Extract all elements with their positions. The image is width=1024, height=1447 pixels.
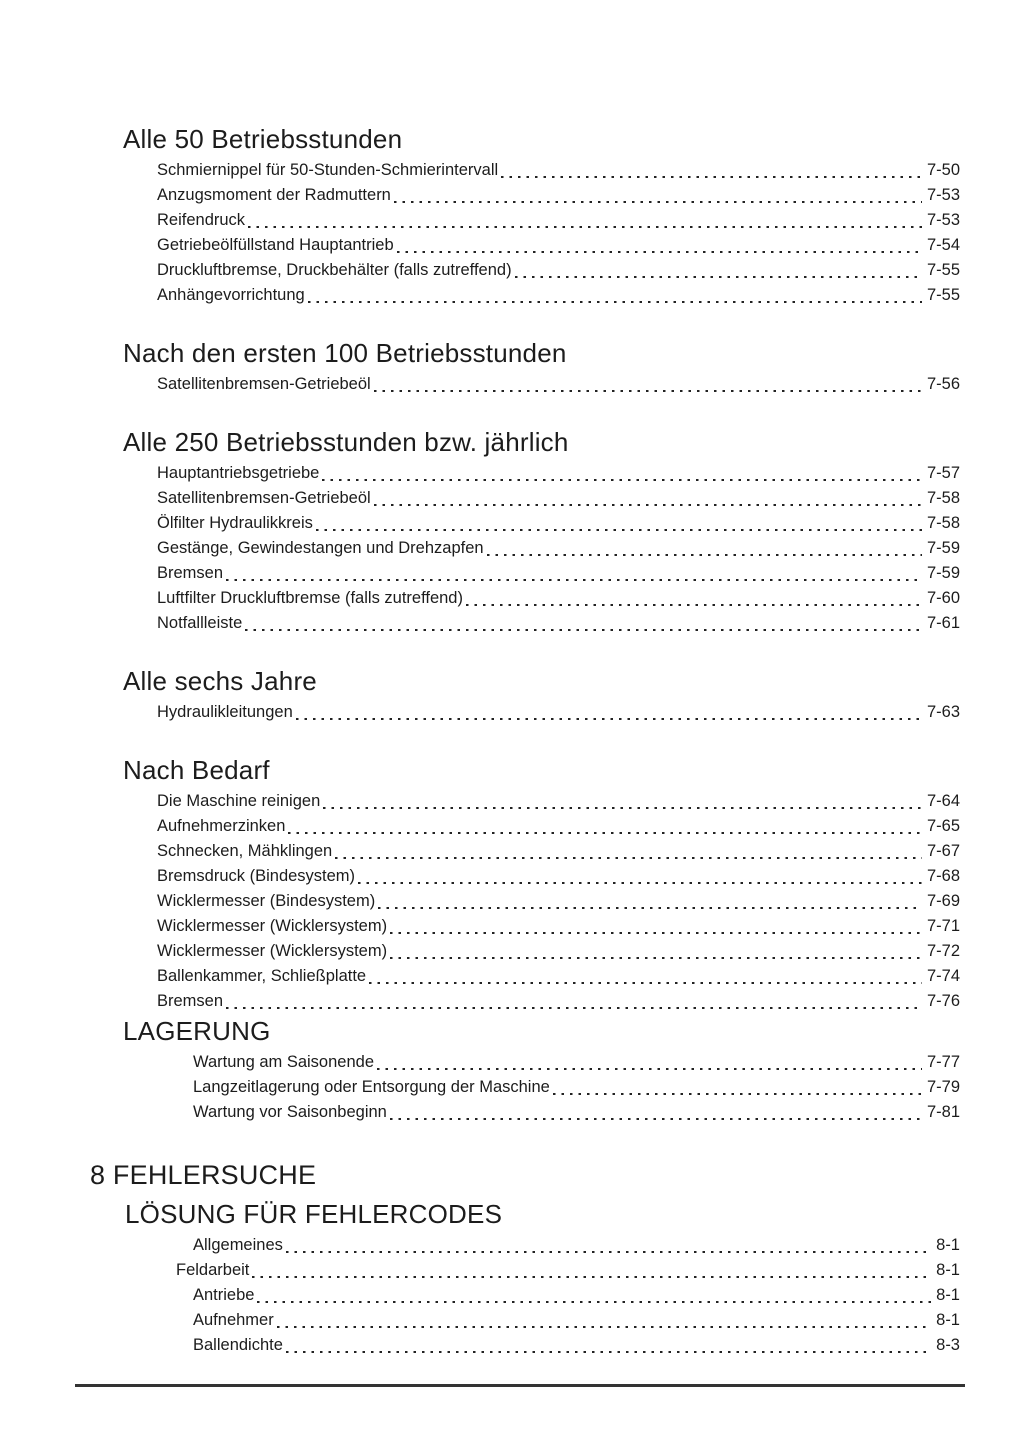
toc-entry [193,1333,960,1358]
toc-entry-page-number: 7-72 [926,942,960,960]
toc-entry [157,914,960,939]
toc-entry-page-number: 7-61 [926,614,960,632]
dot-leader [226,579,922,581]
footer-rule [75,1384,965,1387]
toc-entry-label: Langzeitlagerung oder Entsorgung der Maschine [193,1078,550,1096]
toc-section-entries [0,789,1024,1014]
dot-leader [378,907,922,909]
toc-entry-page-number: 7-63 [926,703,960,721]
dot-leader [286,1351,931,1353]
toc-entry-label: Anhängevorrichtung [157,286,305,304]
dot-leader [394,201,922,203]
dot-leader [487,554,922,556]
toc-entry-label: Schnecken, Mähklingen [157,842,333,860]
toc-entry-page-number: 7-69 [926,892,960,910]
toc-entry-page-number: 7-76 [926,992,960,1010]
toc-entry-label: Allgemeines [193,1236,283,1254]
toc-entry-label: Ballendichte [193,1336,283,1354]
dot-leader [316,529,922,531]
toc-entry-page-number: 7-60 [926,589,960,607]
toc-entry [193,1308,960,1333]
toc-entry-label: Wicklermesser (Bindesystem) [157,892,376,910]
toc-entry-page-number: 7-58 [926,514,960,532]
dot-leader [397,251,922,253]
toc-entry [157,461,960,486]
toc-entry [157,208,960,233]
toc-entry-label: Ölfilter Hydraulikkreis [157,514,313,532]
toc-entry [157,789,960,814]
toc-entry-page-number: 7-55 [926,261,960,279]
toc-entry-label: Reifendruck [157,211,246,229]
toc-entry-label: Hydraulikleitungen [157,703,293,721]
toc-entry [157,486,960,511]
toc-entry-label: Aufnehmerzinken [157,817,286,835]
toc-entry-page-number: 7-81 [926,1103,960,1121]
toc-entry-page-number: 7-74 [926,967,960,985]
toc-entry-label: Wicklermesser (Wicklersystem) [157,917,388,935]
toc-entry [157,372,960,397]
toc-section-heading: LÖSUNG FÜR FEHLERCODES [125,1199,503,1229]
toc-section-heading: LAGERUNG [123,1016,271,1046]
toc-entry [193,1100,960,1125]
toc-section [0,124,1024,308]
dot-leader [515,276,922,278]
dot-leader [323,807,922,809]
toc-entry-label: Druckluftbremse, Druckbehälter (falls zutreffend) [157,261,512,279]
toc-entry-page-number: 7-53 [926,211,960,229]
toc-section [0,666,1024,725]
toc-entry-page-number: 7-56 [926,375,960,393]
toc-section-entries [0,158,1024,308]
toc-section-heading: Nach Bedarf [123,755,270,785]
toc-entry-label: Die Maschine reinigen [157,792,321,810]
toc-entry [157,864,960,889]
toc-entry [157,964,960,989]
toc-entry [157,586,960,611]
toc-entry-label: Hauptantriebsgetriebe [157,464,320,482]
toc-section-heading: Alle sechs Jahre [123,666,317,696]
toc-entry-label: Feldarbeit [176,1261,250,1279]
dot-leader [288,832,922,834]
toc-entry-label: Notfallleiste [157,614,243,632]
dot-leader [286,1251,931,1253]
toc-entry-label: Bremsen [157,564,224,582]
toc-section-heading: Alle 250 Betriebsstunden bzw. jährlich [123,427,569,457]
toc-entry-page-number: 8-1 [936,1311,960,1329]
dot-leader [252,1276,931,1278]
toc-entry [157,283,960,308]
toc-entry-page-number: 7-68 [926,867,960,885]
toc-entry-label: Aufnehmer [193,1311,274,1329]
toc-entry-page-number: 7-67 [926,842,960,860]
toc-entry-page-number: 7-58 [926,489,960,507]
toc-entry-page-number: 7-59 [926,564,960,582]
toc-entry-label: Wartung am Saisonende [193,1053,374,1071]
toc-entry-label: Gestänge, Gewindestangen und Drehzapfen [157,539,484,557]
toc-section-entries [0,461,1024,636]
dot-leader [335,857,922,859]
toc-entry-label: Schmiernippel für 50-Stunden-Schmierintervall [157,161,499,179]
toc-entry-label: Ballenkammer, Schließplatte [157,967,367,985]
toc-entry [157,536,960,561]
toc-entry-page-number: 7-64 [926,792,960,810]
toc-entry [193,1075,960,1100]
dot-leader [466,604,922,606]
toc-entry [157,814,960,839]
toc-entry-label: Getriebeölfüllstand Hauptantrieb [157,236,394,254]
toc-entry-label: Wicklermesser (Wicklersystem) [157,942,388,960]
toc-entry-page-number: 8-1 [936,1261,960,1279]
dot-leader [374,504,922,506]
toc-section [0,1016,1024,1125]
toc-entry [157,939,960,964]
toc-entry-page-number: 7-71 [926,917,960,935]
toc-entry-page-number: 7-50 [926,161,960,179]
dot-leader [248,226,922,228]
toc-entry-page-number: 8-3 [936,1336,960,1354]
toc-entry-label: Luftfilter Druckluftbremse (falls zutreffend) [157,589,463,607]
toc-entry-page-number: 7-79 [926,1078,960,1096]
toc-section-heading: 8 FEHLERSUCHE [90,1160,317,1190]
toc-section-heading: Alle 50 Betriebsstunden [123,124,403,154]
toc-entry [193,1283,960,1308]
toc-section-entries [0,1233,1024,1358]
dot-leader [322,479,922,481]
toc-entry-label: Anzugsmoment der Radmuttern [157,186,391,204]
toc-entry [157,700,960,725]
toc-section [0,755,1024,1014]
toc-entry [193,1233,960,1258]
dot-leader [501,176,922,178]
toc-entry [157,511,960,536]
toc-entry-page-number: 7-53 [926,186,960,204]
toc-section [0,1159,1024,1191]
toc-entry-page-number: 7-57 [926,464,960,482]
toc-entry-label: Satellitenbremsen-Getriebeöl [157,489,371,507]
toc-section [0,1199,1024,1358]
dot-leader [374,390,922,392]
toc-entry-label: Satellitenbremsen-Getriebeöl [157,375,371,393]
toc-section-heading: Nach den ersten 100 Betriebsstunden [123,338,567,368]
dot-leader [553,1093,922,1095]
toc-entry-page-number: 7-55 [926,286,960,304]
dot-leader [308,301,922,303]
dot-leader [390,932,922,934]
toc-entry-page-number: 8-1 [936,1236,960,1254]
toc-entry-label: Antriebe [193,1286,255,1304]
toc-entry [157,158,960,183]
dot-leader [277,1326,931,1328]
dot-leader [226,1007,922,1009]
toc-entry-label: Wartung vor Saisonbeginn [193,1103,387,1121]
toc-entry-page-number: 7-77 [926,1053,960,1071]
toc-section-entries [0,700,1024,725]
toc-entry [157,183,960,208]
toc-entry-label: Bremsdruck (Bindesystem) [157,867,356,885]
dot-leader [390,1118,922,1120]
toc-section [0,338,1024,397]
toc-entry-page-number: 7-54 [926,236,960,254]
toc-section-entries [0,372,1024,397]
toc-section [0,427,1024,636]
dot-leader [369,982,922,984]
toc-entry [157,889,960,914]
dot-leader [257,1301,931,1303]
toc-entry [157,258,960,283]
toc-entry [176,1258,960,1283]
toc-entry-label: Bremsen [157,992,224,1010]
dot-leader [296,718,922,720]
toc-entry [157,233,960,258]
toc-section-entries [0,1050,1024,1125]
dot-leader [390,957,922,959]
toc-entry [193,1050,960,1075]
toc-entry-page-number: 8-1 [936,1286,960,1304]
toc-entry [157,989,960,1014]
toc-entry-page-number: 7-59 [926,539,960,557]
dot-leader [245,629,922,631]
toc-entry [157,839,960,864]
toc-entry [157,561,960,586]
dot-leader [358,882,922,884]
toc-entry [157,611,960,636]
toc-entry-page-number: 7-65 [926,817,960,835]
dot-leader [377,1068,922,1070]
